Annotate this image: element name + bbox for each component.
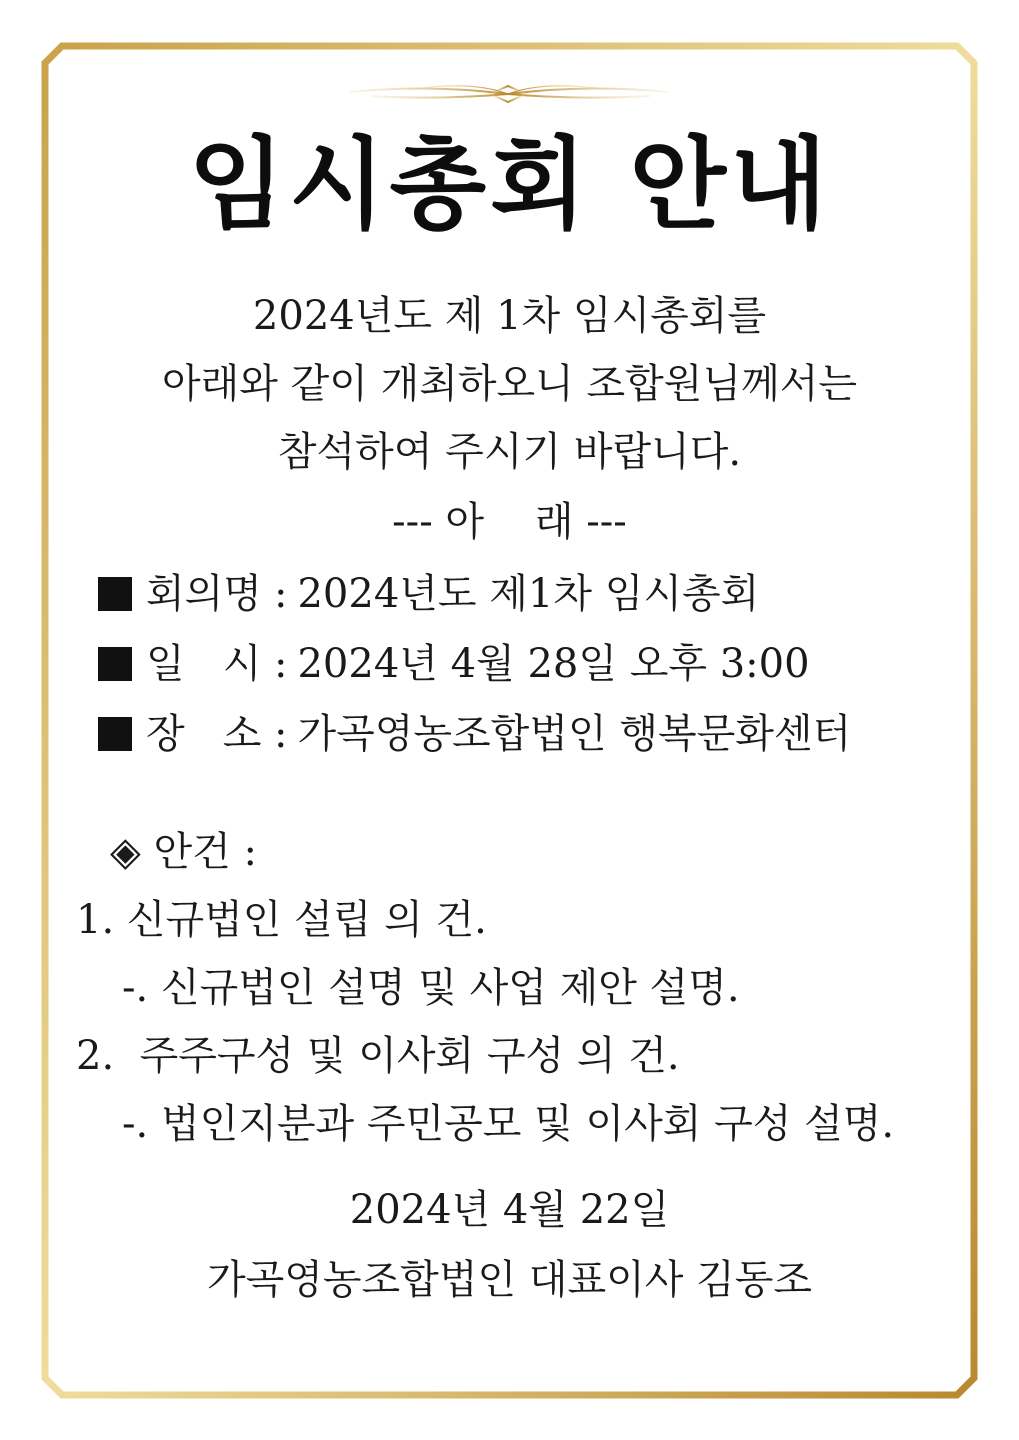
info-separator: : <box>274 711 288 757</box>
info-separator: : <box>274 571 288 617</box>
agenda-item-1: 1. 신규법인 설립 의 건. <box>76 897 487 943</box>
square-bullet-icon <box>98 647 132 681</box>
square-bullet-icon <box>98 577 132 611</box>
agenda-item-2: 2. 주주구성 및 이사회 구성 의 건. <box>76 1033 680 1079</box>
agenda-item-1-detail: -. 신규법인 설명 및 사업 제안 설명. <box>122 965 740 1011</box>
info-separator: : <box>274 641 288 687</box>
square-bullet-icon <box>98 717 132 751</box>
agenda-heading: ◈ 안건 : <box>110 829 257 875</box>
info-label: 회의명 <box>146 571 262 617</box>
below-marker: --- 아 래 --- <box>392 499 627 545</box>
notice-date: 2024년 4월 22일 <box>349 1187 670 1233</box>
info-row-meeting-name <box>98 568 759 620</box>
info-value: 가곡영농조합법인 행복문화센터 <box>297 711 852 757</box>
intro-line-2: 아래와 같이 개최하오니 조합원님께서는 <box>161 361 858 407</box>
signature-line: 가곡영농조합법인 대표이사 김동조 <box>206 1257 813 1303</box>
top-ornament <box>350 86 668 102</box>
intro-line-1: 2024년도 제 1차 임시총회를 <box>252 293 767 339</box>
page-title: 임시총회 안내 <box>188 126 831 243</box>
info-label: 장 소 <box>146 711 262 757</box>
intro-line-3: 참석하여 주시기 바랍니다. <box>277 429 742 475</box>
info-label: 일 시 <box>146 641 262 687</box>
info-value: 2024년도 제1차 임시총회 <box>297 571 760 617</box>
info-value: 2024년 4월 28일 오후 3:00 <box>297 641 810 687</box>
info-row-datetime <box>98 638 810 690</box>
agenda-item-2-detail: -. 법인지분과 주민공모 및 이사회 구성 설명. <box>122 1101 895 1147</box>
info-row-place <box>98 708 851 760</box>
